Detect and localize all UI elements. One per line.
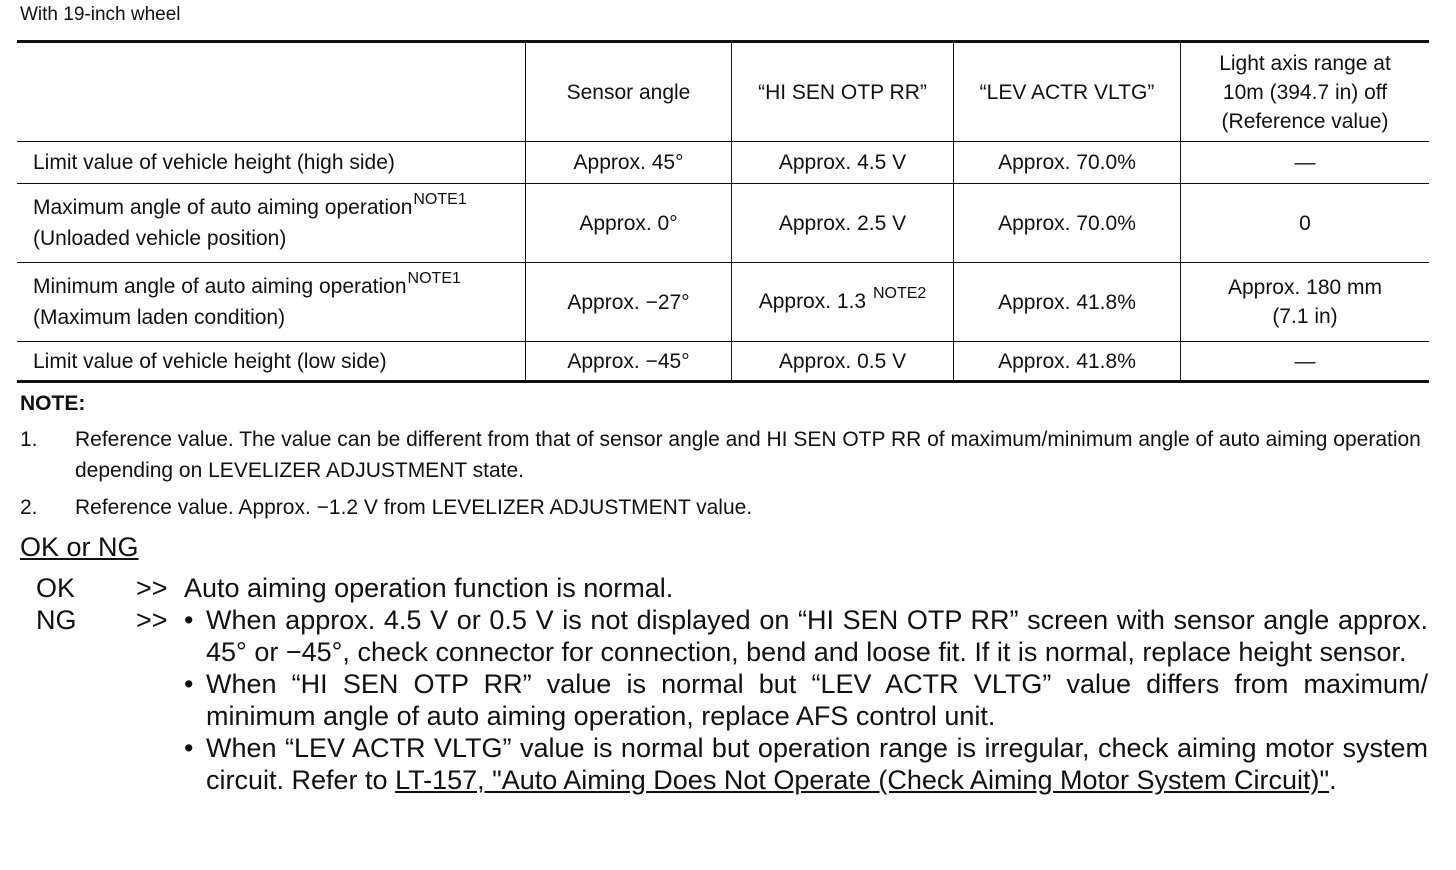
header-light-axis-range [1181,42,1430,142]
sensor-angle-value: Approx. −27° [526,263,732,342]
sensor-angle-value: Approx. 45° [526,142,732,184]
ok-or-ng-heading: OK or NG [20,532,139,562]
bullet-icon: • [184,605,194,635]
row-label-main: Maximum angle of auto aiming operation [33,196,413,219]
note-item [20,492,1430,523]
lev-actr-value: Approx. 41.8% [954,263,1181,342]
lev-actr-value: Approx. 70.0% [954,184,1181,263]
table-header-row [17,42,1429,142]
header-light-line-2: 10m (394.7 in) off [1222,80,1388,104]
note-text: Reference value. The value can be different from that of sensor angle and HI SEN OTP RR of maximum/minimum angle of auto aiming operation depending on LEVELIZER ADJUSTMENT state. [75,428,1421,482]
note-number: 2. [20,496,38,519]
light-axis-value: Approx. 180 mm (7.1 in) [1181,263,1430,342]
note-number: 1. [20,428,38,451]
row-label-main: Minimum angle of auto aiming operation [33,275,407,298]
sensor-angle-value: Approx. 0° [526,184,732,263]
results-section [36,572,1428,796]
ok-text: Auto aiming operation function is normal. [184,573,674,603]
table-row [17,263,1429,342]
header-light-line-3: (Reference value) [1221,109,1389,133]
table-caption: With 19-inch wheel [20,4,181,25]
ng-item-text: When “HI SEN OTP RR” value is normal but “LEV ACTR VLTG” value differs from maximum/ minimum angle of auto aiming operation, replace AFS control unit. [206,669,1428,731]
header-light-line-1: Light axis range at [1219,51,1391,75]
ng-list-item [184,604,1428,668]
note-reference: NOTE2 [872,284,927,302]
light-axis-sub: (7.1 in) [1272,305,1338,328]
arrow-symbol: >> [136,573,168,603]
header-sensor-angle: Sensor angle [526,42,732,142]
arrow-symbol: >> [136,605,168,635]
row-label [17,263,526,342]
lev-actr-value: Approx. 70.0% [954,142,1181,184]
note-reference: NOTE1 [413,191,467,208]
ng-list-item [34,668,1428,732]
lev-actr-value: Approx. 41.8% [954,342,1181,382]
row-label: Limit value of vehicle height (low side) [17,342,526,382]
header-hi-sen-otp-rr: “HI SEN OTP RR” [732,42,954,142]
light-axis-value: — [1181,342,1430,382]
table-row [17,184,1429,263]
bullet-icon: • [184,669,194,699]
row-label-sub: (Unloaded vehicle position) [33,227,287,250]
ng-key: NG [36,605,77,635]
row-label-sub: (Maximum laden condition) [33,306,286,329]
hi-sen-value: Approx. 4.5 V [732,142,954,184]
reference-link[interactable]: LT-157, "Auto Aiming Does Not Operate (Check Aiming Motor System Circuit)" [395,765,1330,795]
table-row [17,342,1429,382]
hi-sen-value: Approx. 0.5 V [732,342,954,382]
header-cell-blank [17,42,526,142]
header-lev-actr-vltg: “LEV ACTR VLTG” [954,42,1181,142]
note-item [20,424,1430,486]
bullet-icon: • [184,733,194,763]
row-label [17,184,526,263]
ng-result-row [36,604,1428,796]
row-label: Limit value of vehicle height (high side) [17,142,526,184]
spec-table [17,40,1429,383]
ng-item-text: When approx. 4.5 V or 0.5 V is not displayed on “HI SEN OTP RR” screen with sensor angle approx. 45° or −45°, check connector for connection, bend and loose fit. If it is normal, replace height sensor. [206,605,1428,667]
note-text: Reference value. Approx. −1.2 V from LEVELIZER ADJUSTMENT value. [75,496,753,519]
ng-item-text: When “LEV ACTR VLTG” value is normal but operation range is irregular, check aiming motor system circuit. Refer to LT-157, "Auto Aiming Does Not Operate (Check Aiming Motor System Circuit)". [206,733,1428,795]
light-axis-value: 0 [1181,184,1430,263]
ng-list [184,604,1428,796]
notes-label: NOTE: [20,392,86,415]
ok-result-row [36,572,1428,604]
note-reference: NOTE1 [407,270,461,287]
light-axis-value: — [1181,142,1430,184]
table-row [17,142,1429,184]
sensor-angle-value: Approx. −45° [526,342,732,382]
ng-list-item [184,732,1428,796]
hi-sen-value: Approx. 2.5 V [732,184,954,263]
hi-sen-value: Approx. 1.3 $^{NOTE2}$ [732,263,954,342]
notes-section [20,392,1430,529]
ok-key: OK [36,573,76,603]
